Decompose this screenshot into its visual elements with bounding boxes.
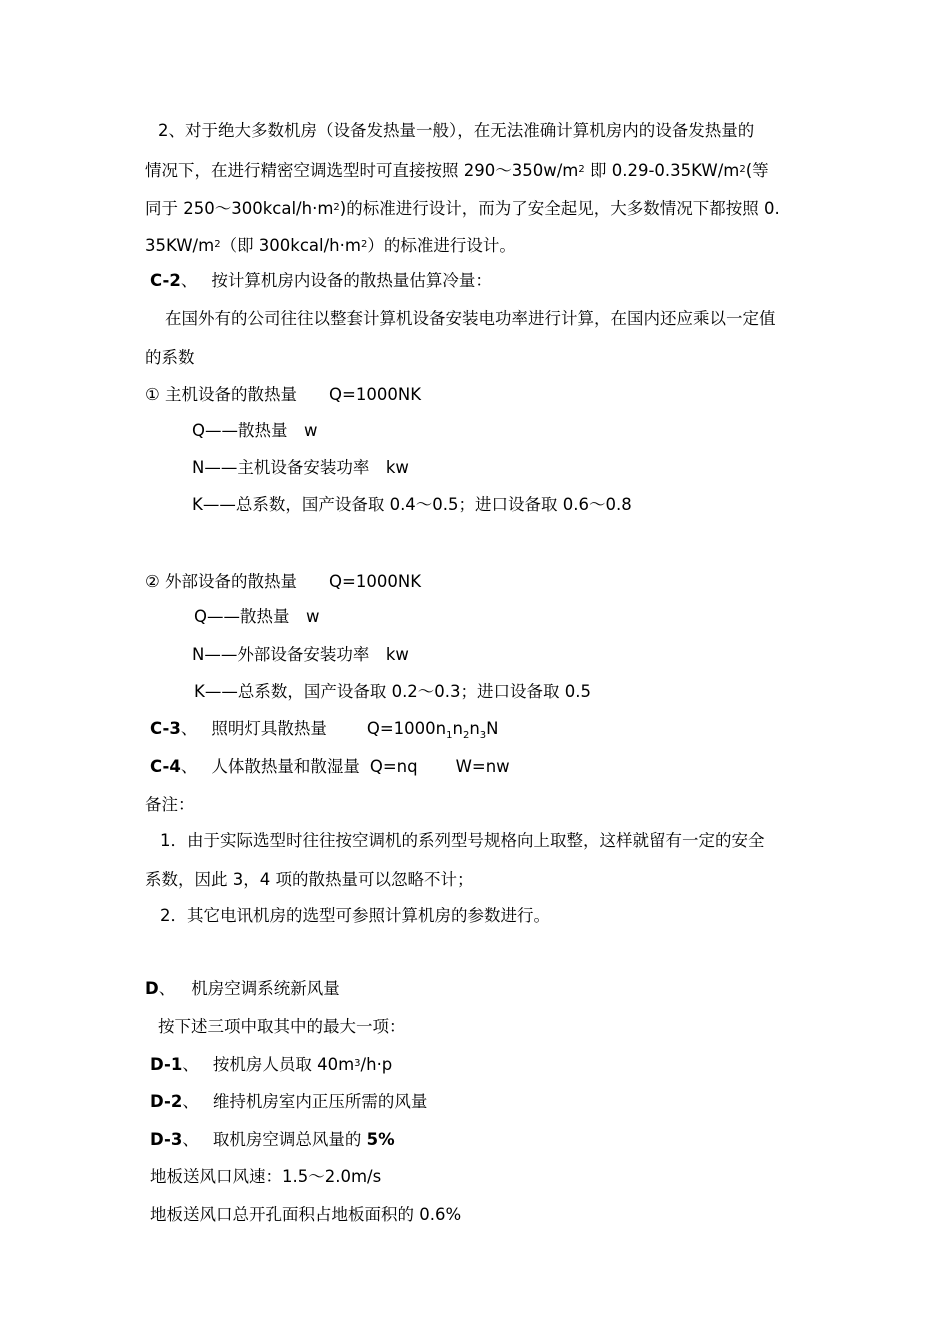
ext-heading: ② 外部设备的散热量 Q=1000NK [145, 572, 422, 591]
para2-line3: 同于 $250\sim 300kcal/h\cdot m^2$)的标准进行设计，而为了安全起见，大多数情况下都按照 0. [145, 199, 780, 218]
para2-line1: 2、对于绝大多数机房（设备发热量一般），在无法准确计算机房内的设备发热量的 [158, 121, 755, 140]
notes-title: 备注： [145, 795, 195, 814]
d2-item: D-2、 维持机房室内正压所需的风量 [150, 1092, 428, 1111]
para2-line2: 情况下，在进行精密空调选型时可直接按照 $290\sim 350w/m^2$ 即 $0.29-0.35KW/m^2$(等 [145, 161, 769, 180]
floor-vent-area: 地板送风口总开孔面积占地板面积的 0.6% [150, 1205, 462, 1224]
section-c4-heading: C-4、 人体散热量和散湿量 Q=nq W=nw [150, 757, 510, 776]
c2-intro-line2: 的系数 [145, 348, 195, 367]
note1-line1: 1．由于实际选型时往往按空调机的系列型号规格向上取整，这样就留有一定的安全 [160, 831, 765, 850]
host-n-def: N——主机设备安装功率 kw [192, 458, 409, 477]
d-intro: 按下述三项中取其中的最大一项： [158, 1017, 406, 1036]
ext-n-def: N——外部设备安装功率 kw [192, 645, 409, 664]
ext-k-def: K——总系数，国产设备取 0.2～0.3；进口设备取 0.5 [194, 682, 592, 701]
section-c2-heading: C-2、 按计算机房内设备的散热量估算冷量： [150, 271, 492, 290]
d3-item: D-3、 取机房空调总风量的 5% [150, 1130, 395, 1149]
note2: 2．其它电讯机房的选型可参照计算机房的参数进行。 [160, 906, 550, 925]
para2-line4: $35KW/m^2$（即 $300kcal/h\cdot m^2$）的标准进行设计。 [145, 236, 516, 255]
host-heading: ① 主机设备的散热量 Q=1000NK [145, 385, 422, 404]
floor-vent-speed: 地板送风口风速：1.5～2.0m/s [150, 1167, 382, 1186]
section-c3-heading: C-3、 照明灯具散热量 $Q=1000n_1n_2n_3N$ [150, 719, 499, 741]
note1-line2: 系数，因此 3，4 项的散热量可以忽略不计； [145, 870, 474, 889]
c2-intro-line1: 在国外有的公司往往以整套计算机设备安装电功率进行计算，在国内还应乘以一定值 [165, 309, 776, 328]
ext-q-def: Q——散热量 w [194, 607, 320, 626]
section-d-heading: D、 机房空调系统新风量 [145, 979, 340, 998]
d1-item: D-1、 按机房人员取 $40m^3/h\cdot p$ [150, 1055, 393, 1074]
host-q-def: Q——散热量 w [192, 421, 318, 440]
host-k-def: K——总系数，国产设备取 0.4～0.5；进口设备取 0.6～0.8 [192, 495, 632, 514]
